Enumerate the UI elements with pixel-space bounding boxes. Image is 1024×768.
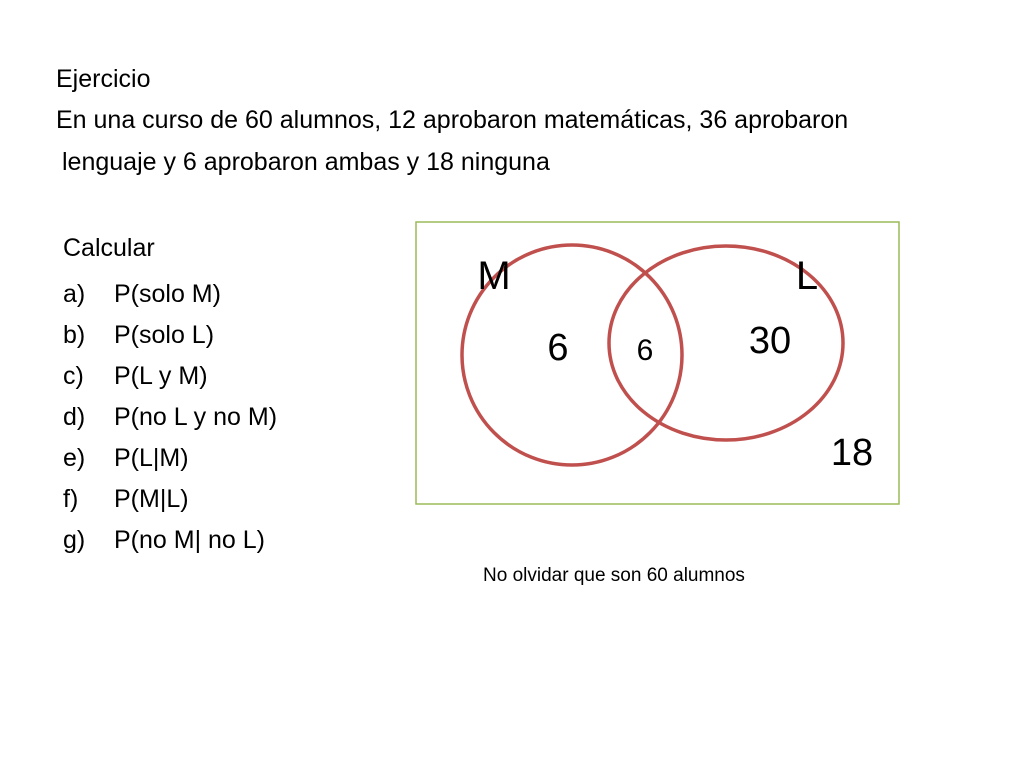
task-text: P(solo L) — [114, 321, 215, 349]
task-letter: b) — [63, 321, 86, 349]
task-letter: g) — [63, 526, 86, 554]
problem-statement-line-2: lenguaje y 6 aprobaron ambas y 18 ninguna — [62, 148, 550, 176]
intersection-count: 6 — [636, 334, 654, 367]
task-letter: f) — [63, 485, 79, 513]
task-text: P(M|L) — [114, 485, 189, 513]
neither-count: 18 — [830, 432, 874, 474]
only-l-count: 30 — [748, 320, 792, 362]
task-letter: e) — [63, 444, 86, 472]
task-text: P(solo M) — [114, 280, 221, 308]
task-letter: a) — [63, 280, 86, 308]
reminder-note: No olvidar que son 60 alumnos — [483, 565, 745, 586]
task-letter: d) — [63, 403, 86, 431]
set-m-label: M — [477, 254, 511, 298]
only-m-count: 6 — [547, 327, 569, 369]
task-text: P(no L y no M) — [114, 403, 278, 431]
task-text: P(L y M) — [114, 362, 208, 390]
task-letter: c) — [63, 362, 84, 390]
set-l-label: L — [795, 254, 819, 298]
exercise-heading: Ejercicio — [56, 65, 151, 93]
calculate-title: Calcular — [63, 234, 155, 262]
task-text: P(L|M) — [114, 444, 189, 472]
task-text: P(no M| no L) — [114, 526, 266, 554]
problem-statement-line-1: En una curso de 60 alumnos, 12 aprobaron matemáticas, 36 aprobaron — [56, 106, 849, 134]
